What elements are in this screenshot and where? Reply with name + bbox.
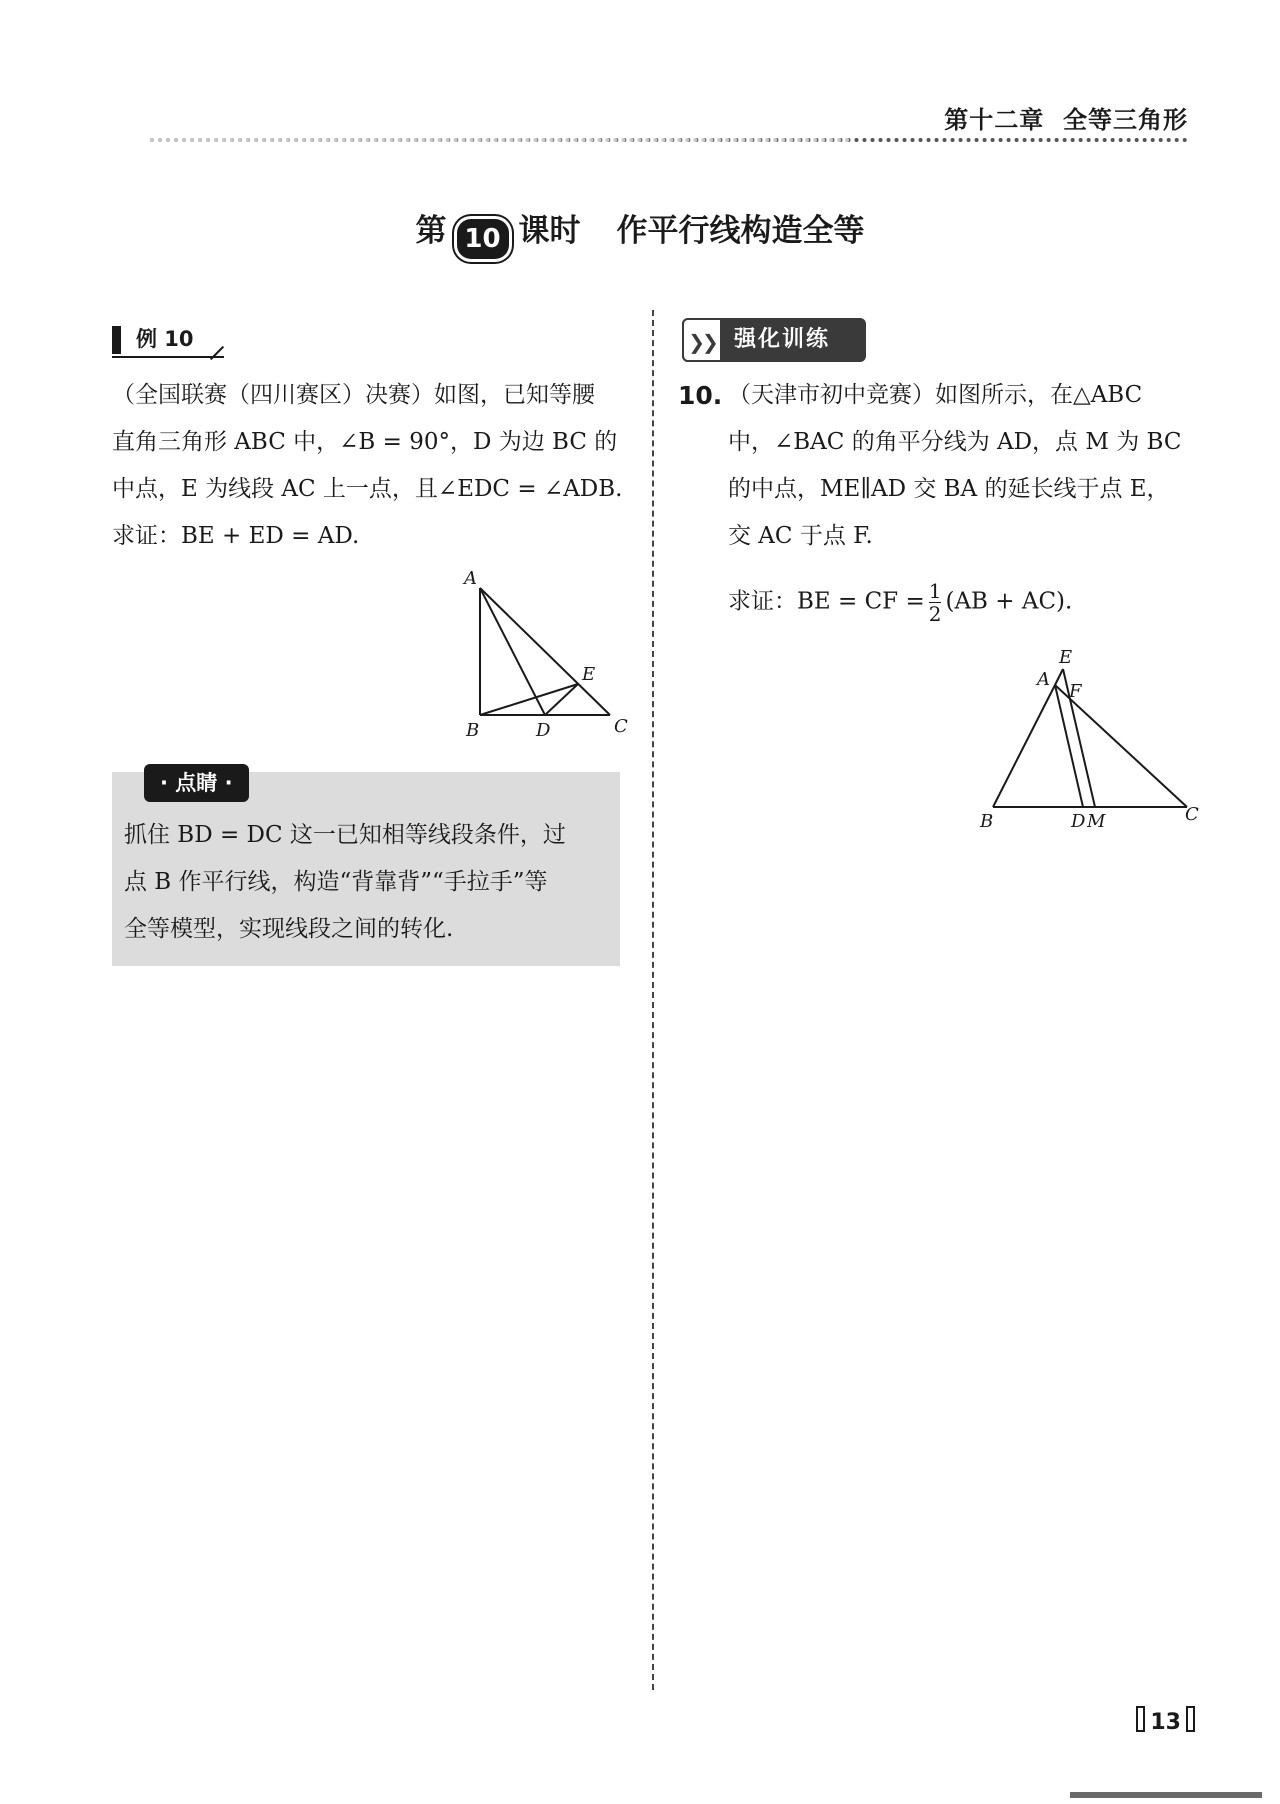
lesson-unit: 课时 xyxy=(518,213,581,249)
running-header xyxy=(944,100,1188,135)
example-problem xyxy=(112,372,632,560)
hint-line: 抓住 BD = DC 这一已知相等线段条件，过 xyxy=(124,822,566,848)
label-d: D xyxy=(1071,811,1086,832)
lesson-title xyxy=(0,205,1280,259)
label-b: B xyxy=(980,811,994,832)
chapter-title: 全等三角形 xyxy=(1063,106,1188,134)
label-b: B xyxy=(466,720,480,740)
label-f: F xyxy=(1069,681,1082,702)
exercise-line: 交 AC 于点 F. xyxy=(728,523,873,549)
chevron-right-icon: ❯❯ xyxy=(682,318,722,362)
hint-line: 点 B 作平行线，构造“背靠背”“手拉手”等 xyxy=(124,869,548,895)
bottom-edge-bar xyxy=(1070,1792,1262,1798)
hint-line: 全等模型，实现线段之间的转化. xyxy=(124,916,454,942)
column-divider xyxy=(652,310,654,1690)
example-label: 例 10 xyxy=(136,327,194,351)
segment-ae xyxy=(1055,669,1063,685)
label-e: E xyxy=(1059,647,1073,668)
exercise-line: 的中点，ME∥AD 交 BA 的延长线于点 E， xyxy=(728,476,1170,502)
exercise-number: 10. xyxy=(678,381,723,410)
fraction-half xyxy=(929,580,942,625)
segment-ad xyxy=(1055,685,1083,807)
example-line: （全国联赛（四川赛区）决赛）如图，已知等腰 xyxy=(112,382,595,408)
label-m: M xyxy=(1087,811,1106,832)
segment-ad xyxy=(480,588,545,715)
example-figure xyxy=(450,570,640,740)
exercise-line: 中，∠BAC 的角平分线为 AD，点 M 为 BC xyxy=(728,429,1182,455)
label-a: A xyxy=(1037,669,1050,690)
segment-ba xyxy=(993,685,1055,807)
example-line: 求证：BE + ED = AD. xyxy=(112,523,360,549)
exercise-problem xyxy=(728,372,1198,560)
lesson-prefix: 第 xyxy=(415,213,447,249)
prove-prefix: 求证：BE = CF = xyxy=(728,588,925,615)
header-rule-fade xyxy=(150,138,850,142)
label-c: C xyxy=(614,716,628,737)
exercise-figure xyxy=(975,645,1210,835)
label-a: A xyxy=(464,570,477,589)
segment-ac xyxy=(480,588,610,715)
lesson-topic: 作平行线构造全等 xyxy=(616,213,865,249)
lesson-number-badge: 10 xyxy=(457,219,509,259)
label-c: C xyxy=(1185,804,1199,825)
label-e: E xyxy=(582,664,596,685)
training-label: 强化训练 xyxy=(734,327,831,352)
page-number xyxy=(1131,1706,1200,1735)
fraction-numerator: 1 xyxy=(928,579,942,603)
hint-text xyxy=(124,812,612,953)
example-tag xyxy=(112,322,224,358)
label-d: D xyxy=(536,720,551,740)
hint-badge: · 点睛 · xyxy=(144,764,249,802)
page-number-value: 13 xyxy=(1150,1710,1181,1735)
exercise-line: （天津市初中竞赛）如图所示，在△ABC xyxy=(728,382,1143,408)
example-line: 直角三角形 ABC 中，∠B = 90°，D 为边 BC 的 xyxy=(112,429,618,455)
training-tag xyxy=(682,318,866,362)
chapter-label: 第十二章 xyxy=(944,106,1045,134)
fraction-denominator: 2 xyxy=(928,602,942,626)
segment-be xyxy=(480,684,578,715)
prove-suffix: (AB + AC). xyxy=(945,588,1073,615)
example-line: 中点，E 为线段 AC 上一点，且∠EDC = ∠ADB. xyxy=(112,476,623,502)
segment-ac xyxy=(1055,685,1187,807)
exercise-prove-statement xyxy=(728,580,1072,625)
